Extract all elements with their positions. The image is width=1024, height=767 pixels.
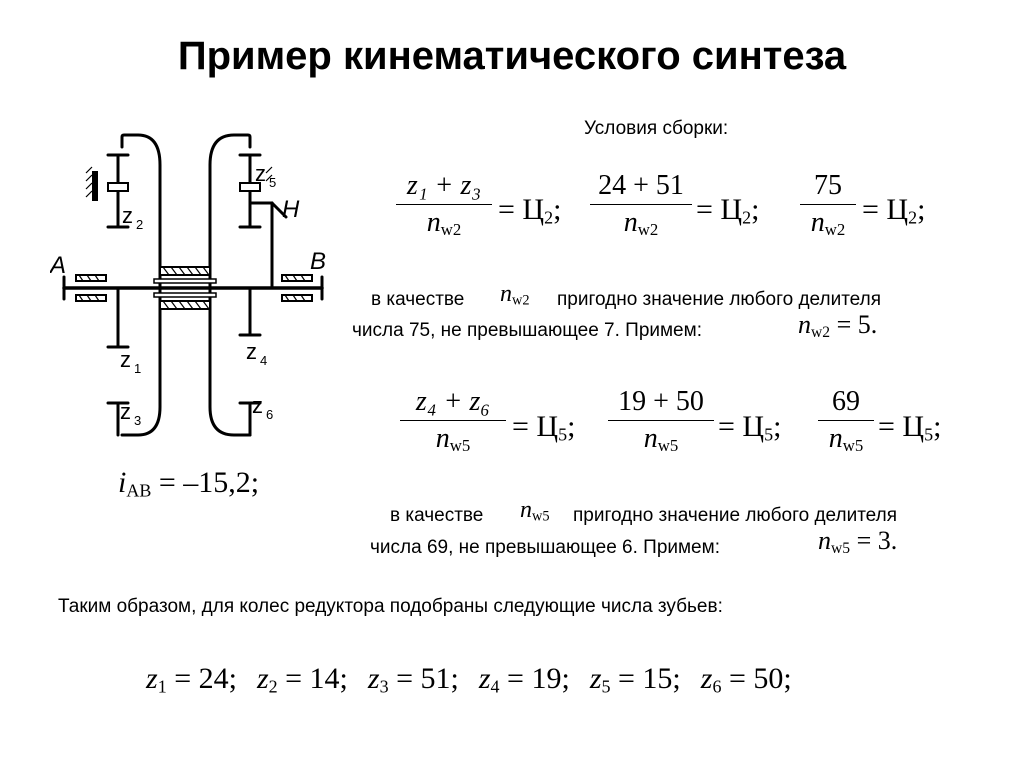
eq2-f2-num: 19 + 50 — [618, 386, 704, 417]
eq2-f3-num: 69 — [832, 386, 860, 417]
note1-result: $n_{w2} = 5$. — [798, 310, 878, 341]
teeth-item: $z_6 = 50$; — [700, 662, 792, 697]
label-z6: z — [252, 393, 263, 418]
label-z2-sub: 2 — [136, 217, 144, 232]
eq1-fraction-1 — [396, 170, 492, 240]
note1-symbol: $n_{w2}$ — [500, 281, 530, 309]
note1-line1-b: пригодно значение любого делителя — [557, 289, 881, 310]
eq1-f3-den-sub: w2 — [824, 220, 846, 240]
page-title: Пример кинематического синтеза — [177, 34, 847, 78]
teeth-item: $z_4 = 19$; — [478, 662, 570, 697]
note1-line1-a: в качестве — [371, 289, 465, 310]
gear-ratio — [118, 466, 259, 502]
eq1-f1-num: z₁ + z₃ — [406, 170, 482, 201]
ratio-symbol: i — [118, 466, 127, 499]
eq1-f3-den: n — [810, 207, 825, 238]
eq1-fraction-3 — [800, 170, 856, 240]
ratio-sub: AB — [126, 480, 152, 501]
label-z2: z — [122, 203, 133, 228]
eq2-f1-den: n — [435, 423, 450, 454]
gearbox-diagram — [50, 125, 350, 455]
label-z4: z — [246, 339, 257, 364]
note1-line2: числа 75, не превышающее 7. Примем: — [352, 320, 702, 341]
eq2-rhs-1: = $Ц_5$; — [512, 410, 576, 445]
teeth-item: $z_3 = 51$; — [367, 662, 459, 697]
eq1-rhs-2: = $Ц_2$; — [696, 193, 760, 228]
eq2-f2-den: n — [643, 423, 658, 454]
assembly-heading: Условия сборки: — [584, 118, 729, 139]
label-z1: z — [120, 347, 131, 372]
eq2-f2-den-sub: w5 — [657, 436, 679, 456]
label-z6-sub: 6 — [266, 407, 274, 422]
eq2-fraction-3 — [818, 386, 874, 456]
label-z5: z — [255, 161, 266, 186]
label-a: A — [50, 252, 67, 279]
label-z3: z — [120, 399, 131, 424]
eq2-f3-den: n — [828, 423, 843, 454]
note2-line2: числа 69, не превышающее 6. Примем: — [370, 537, 720, 558]
note2-result: $n_{w5} = 3$. — [818, 526, 898, 557]
eq1-rhs-3: = $Ц_2$; — [862, 193, 926, 228]
label-z3-sub: 3 — [134, 413, 142, 428]
teeth-item: $z_1 = 24$; — [146, 662, 237, 697]
label-z4-sub: 4 — [260, 353, 268, 368]
label-z5-sub: 5 — [269, 175, 277, 190]
ratio-value: = –15,2; — [158, 466, 260, 499]
note2-symbol: $n_{w5}$ — [520, 497, 550, 525]
teeth-item: $z_2 = 14$; — [256, 662, 348, 697]
eq1-fraction-2 — [590, 170, 692, 240]
eq2-fraction-2 — [608, 386, 714, 456]
conclusion-text: Таким образом, для колес редуктора подобраны следующие числа зубьев: — [58, 596, 723, 617]
eq2-rhs-2: = $Ц_5$; — [718, 410, 782, 445]
eq1-f2-num: 24 + 51 — [598, 170, 684, 201]
label-z1-sub: 1 — [134, 361, 142, 376]
eq1-rhs-1: = $Ц_2$; — [498, 193, 562, 228]
eq1-f1-den: n — [426, 207, 441, 238]
eq2-f3-den-sub: w5 — [842, 436, 864, 456]
label-h: H — [282, 196, 300, 223]
note2-line1-a: в качестве — [390, 505, 484, 526]
eq2-f1-num: z₄ + z₆ — [415, 386, 491, 417]
teeth-item: $z_5 = 15$; — [589, 662, 681, 697]
teeth-list — [146, 662, 792, 698]
eq2-fraction-1 — [400, 386, 506, 456]
note2-line1-b: пригодно значение любого делителя — [573, 505, 897, 526]
eq1-f1-den-sub: w2 — [440, 220, 462, 240]
label-b: B — [310, 248, 327, 275]
eq2-f1-den-sub: w5 — [449, 436, 471, 456]
eq1-f2-den-sub: w2 — [637, 220, 659, 240]
eq1-f2-den: n — [623, 207, 638, 238]
eq2-rhs-3: = $Ц_5$; — [878, 410, 942, 445]
eq1-f3-num: 75 — [814, 170, 842, 201]
